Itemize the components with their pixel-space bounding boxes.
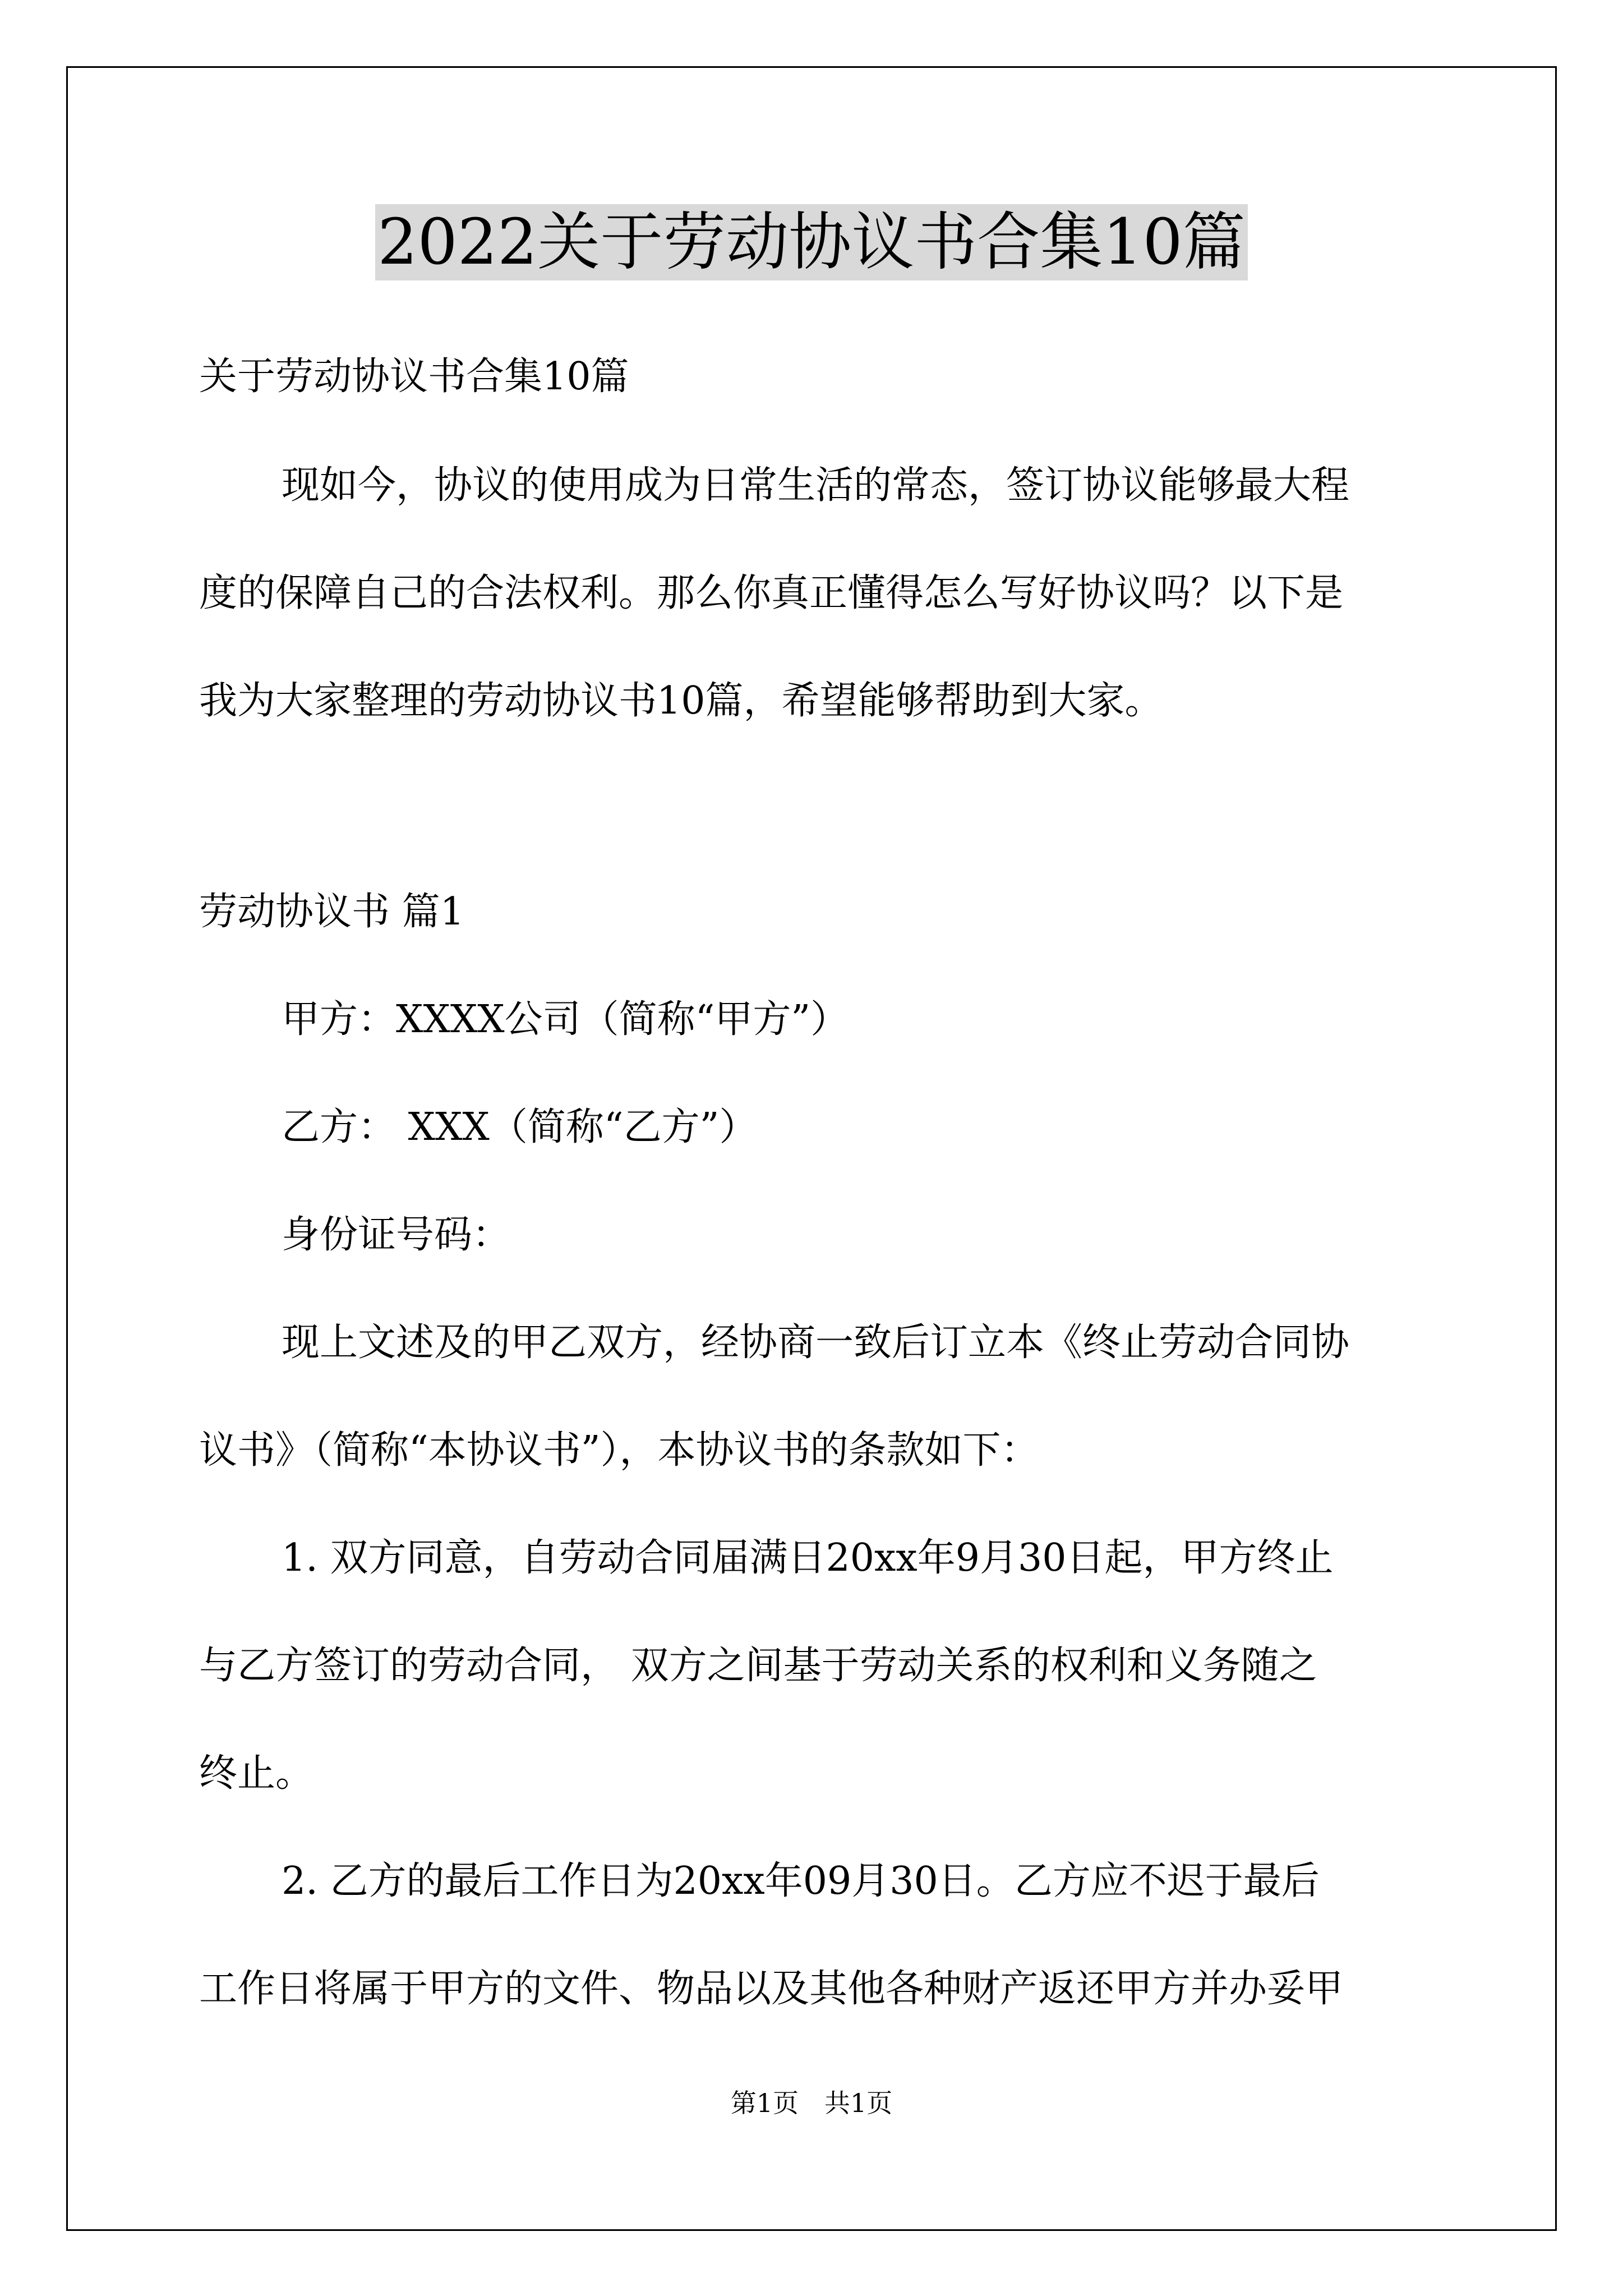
intro-line: 我为大家整理的劳动协议书10篇，希望能够帮助到大家。 [199, 679, 1163, 723]
title-container [0, 204, 1623, 280]
party-a: 甲方：XXXX公司（简称“甲方”） [282, 997, 849, 1042]
party-b: 乙方： XXX（简称“乙方”） [282, 1105, 758, 1149]
clause-2-line: 2. 乙方的最后工作日为20xx年09月30日。乙方应不迟于最后 [282, 1859, 1320, 1903]
preamble-line: 现上文述及的甲乙双方，经协商一致后订立本《终止劳动合同协 [282, 1320, 1350, 1365]
page-footer: 第1页 共1页 [730, 2088, 893, 2118]
clause-1-line: 终止。 [199, 1751, 314, 1796]
clause-1-line: 与乙方签订的劳动合同， 双方之间基于劳动关系的权利和义务随之 [199, 1644, 1317, 1688]
section-heading: 劳动协议书 篇1 [199, 890, 464, 934]
clause-2-line: 工作日将属于甲方的文件、物品以及其他各种财产返还甲方并办妥甲 [199, 1967, 1344, 2011]
subtitle: 关于劳动协议书合集10篇 [199, 355, 629, 399]
document-title: 2022关于劳动协议书合集10篇 [375, 204, 1248, 280]
clause-1-line: 1. 双方同意，自劳动合同届满日20xx年9月30日起，甲方终止 [282, 1536, 1334, 1580]
id-number-label: 身份证号码： [282, 1213, 511, 1257]
intro-line: 现如今，协议的使用成为日常生活的常态，签订协议能够最大程 [282, 463, 1350, 508]
intro-line: 度的保障自己的合法权利。那么你真正懂得怎么写好协议吗？以下是 [199, 571, 1344, 615]
preamble-line: 议书》（简称“本协议书”），本协议书的条款如下： [199, 1428, 1039, 1473]
